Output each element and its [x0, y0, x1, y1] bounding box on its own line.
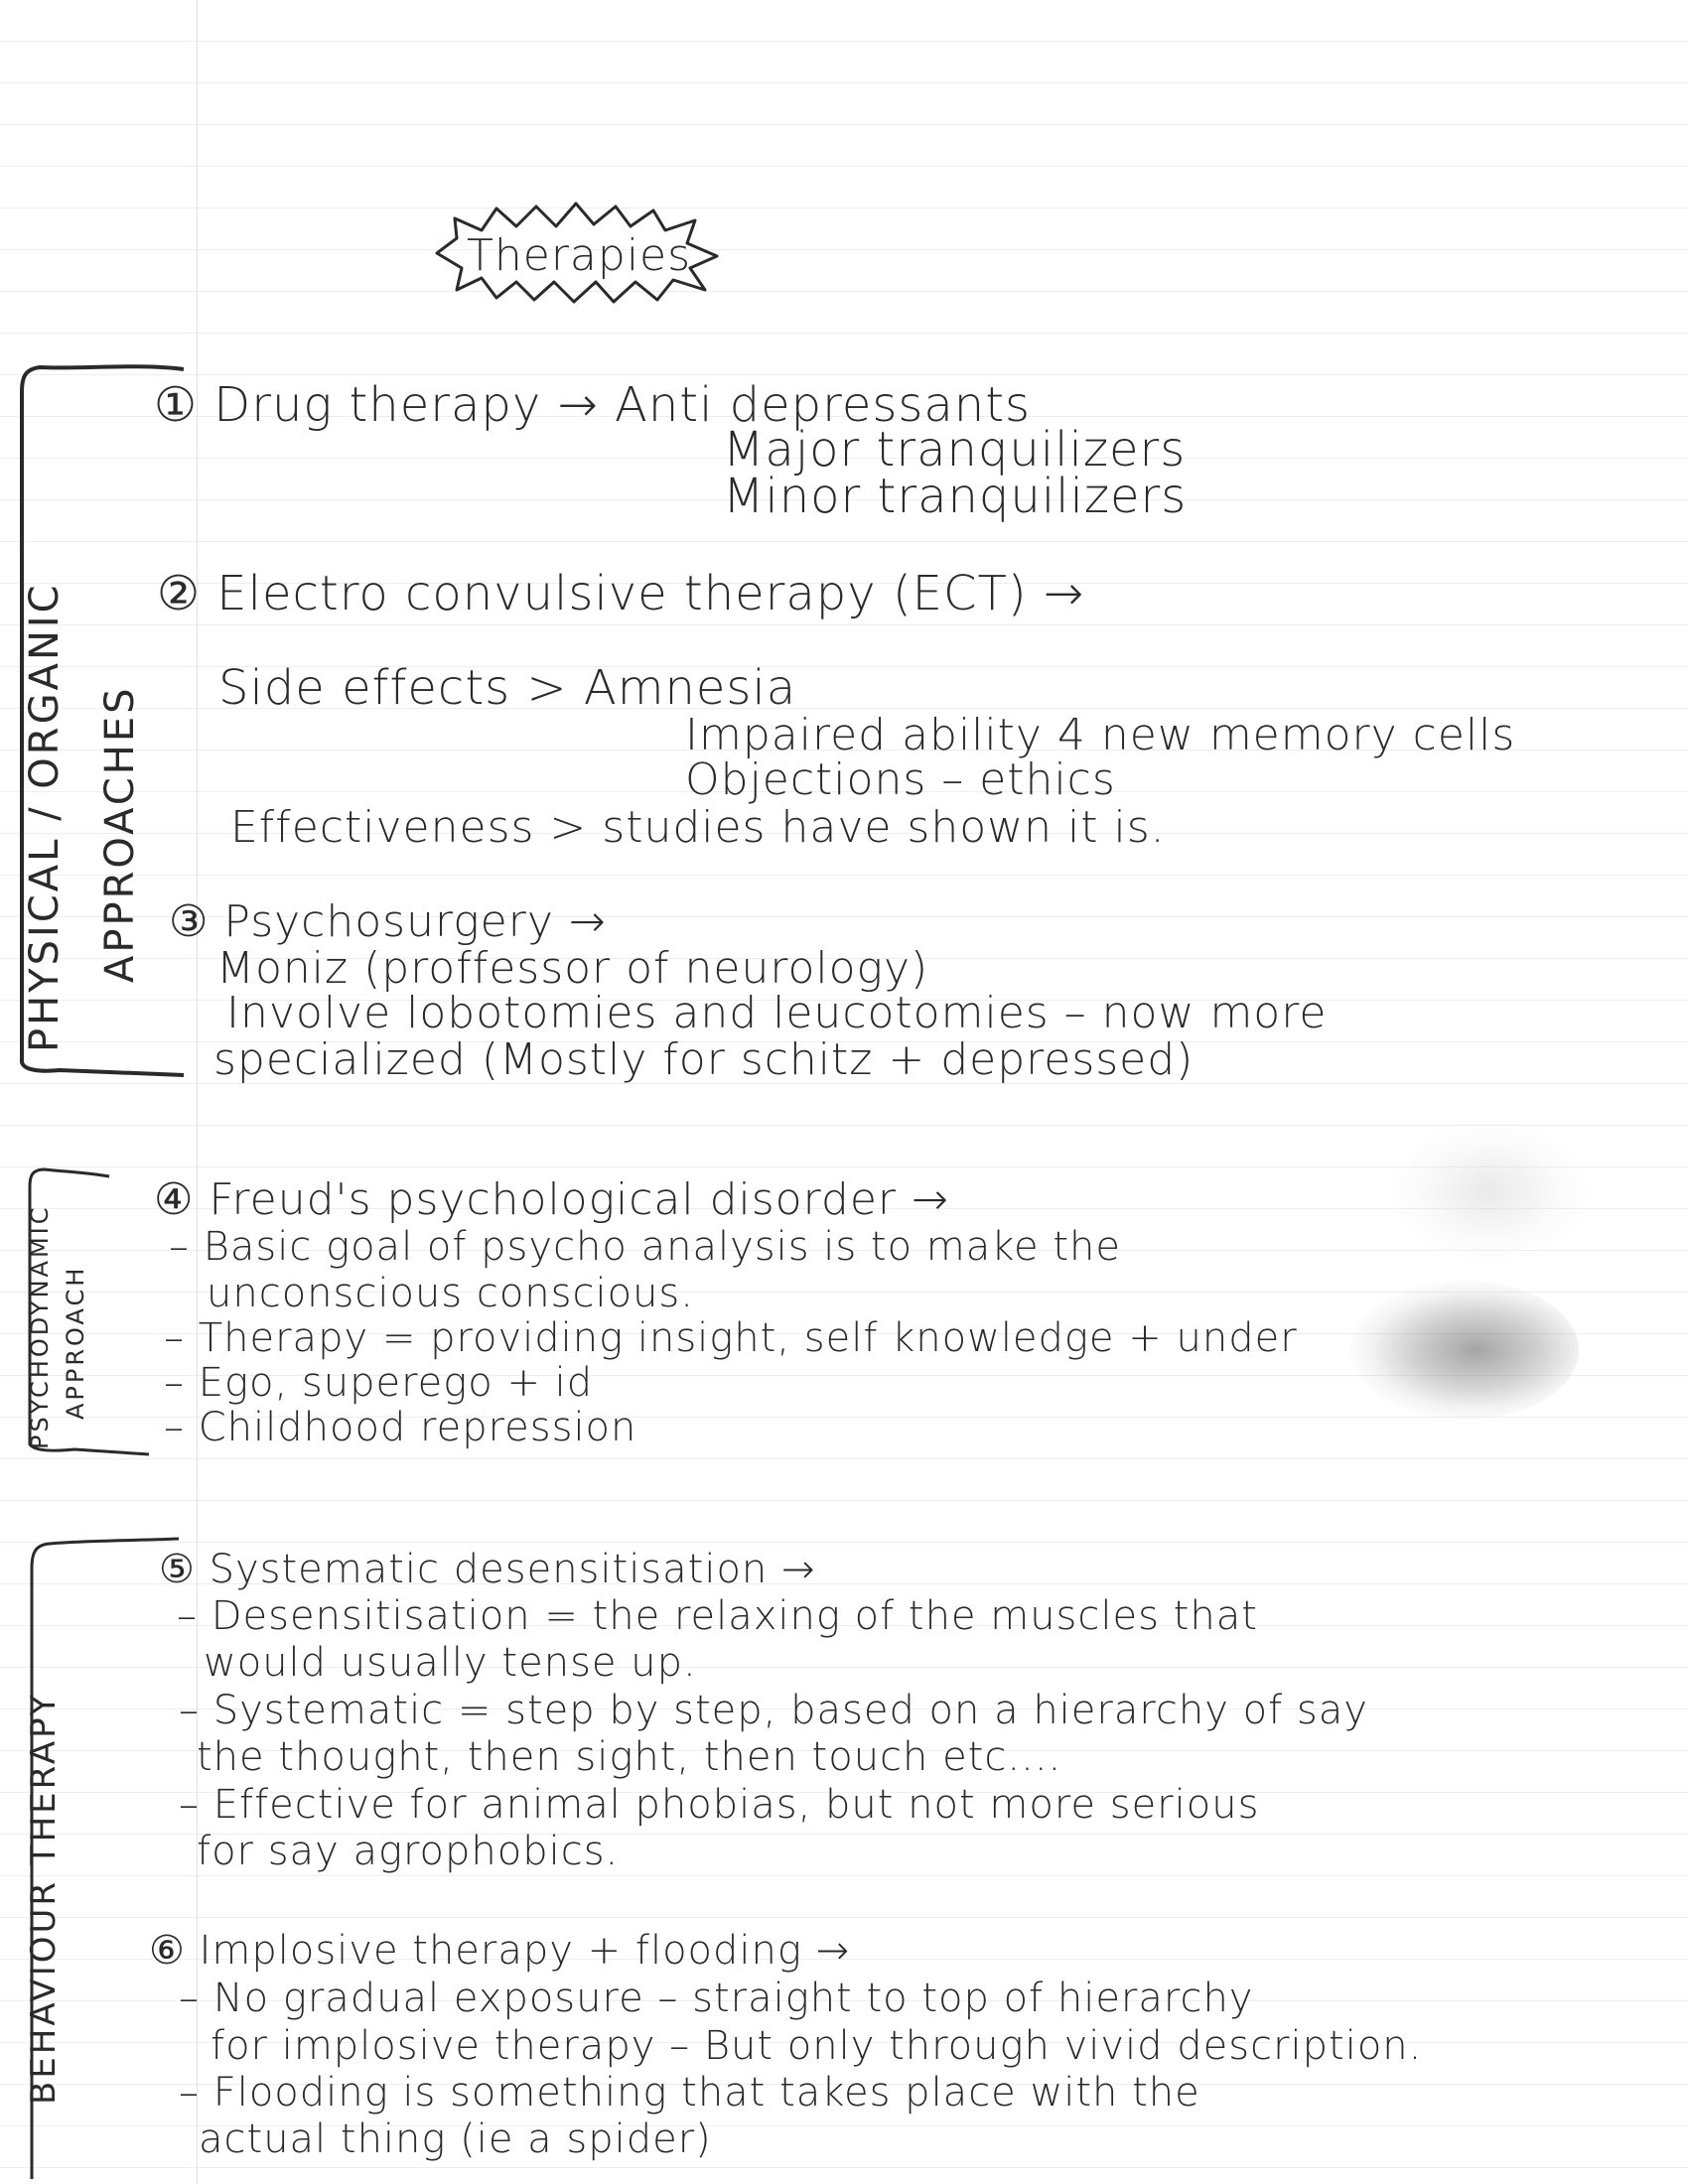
text-line: ③ Psychosurgery →: [169, 896, 607, 947]
text-line: – Effective for animal phobias, but not more serious: [179, 1782, 1260, 1828]
text-line: Minor tranquilizers: [723, 469, 1188, 524]
text-line: – Therapy = providing insight, self knowledge + under: [164, 1315, 1298, 1361]
label-approaches: APPROACHES: [97, 685, 143, 983]
text-line: – No gradual exposure – straight to top of hierarchy: [179, 1976, 1254, 2021]
text-line: – Systematic = step by step, based on a hierarchy of say: [179, 1688, 1368, 1733]
ink-stain: [1350, 1281, 1579, 1420]
text-line: ④ Freud's psychological disorder →: [154, 1174, 949, 1225]
page-title: Therapies: [467, 230, 692, 281]
text-line: ⑤ Systematic desensitisation →: [159, 1547, 816, 1592]
text-line: unconscious conscious.: [207, 1271, 694, 1316]
text-line: ② Electro convulsive therapy (ECT) →: [157, 566, 1085, 621]
text-line: ⑥ Implosive therapy + flooding →: [149, 1928, 851, 1974]
label-behaviour-therapy: BEHAVIOUR THERAPY: [24, 1692, 64, 2105]
text-line: Objections – ethics: [685, 754, 1116, 805]
text-line: – Childhood repression: [164, 1405, 637, 1450]
label-psychodynamic: PSYCHODYNAMIC: [26, 1204, 54, 1449]
text-line: the thought, then sight, then touch etc....: [197, 1734, 1062, 1780]
text-line: Involve lobotomies and leucotomies – now more: [226, 988, 1328, 1038]
text-line: – Ego, superego + id: [164, 1360, 594, 1406]
text-line: – Desensitisation = the relaxing of the muscles that: [177, 1593, 1258, 1639]
text-line: would usually tense up.: [204, 1640, 697, 1686]
text-line: Effectiveness > studies have shown it is.: [230, 802, 1166, 853]
text-line: for say agrophobics.: [197, 1829, 620, 1874]
text-line: – Basic goal of psycho analysis is to make the: [169, 1224, 1121, 1270]
text-line: Moniz (proffessor of neurology): [216, 943, 929, 994]
label-physical-organic: PHYSICAL / ORGANIC: [22, 582, 68, 1052]
text-line: – Flooding is something that takes place with the: [179, 2070, 1200, 2116]
text-line: Major tranquilizers: [723, 422, 1187, 478]
label-approach: APPROACH: [62, 1265, 89, 1420]
ink-stain-faint: [1390, 1122, 1589, 1261]
text-line: specialized (Mostly for schitz + depressed): [213, 1034, 1195, 1085]
text-line: actual thing (ie a spider): [199, 2116, 712, 2162]
text-line: Impaired ability 4 new memory cells: [685, 710, 1516, 760]
text-line: Side effects > Amnesia: [218, 660, 797, 716]
text-line: for implosive therapy – But only through vivid description.: [211, 2023, 1423, 2069]
text-line: ① Drug therapy → Anti depressants: [154, 377, 1032, 433]
